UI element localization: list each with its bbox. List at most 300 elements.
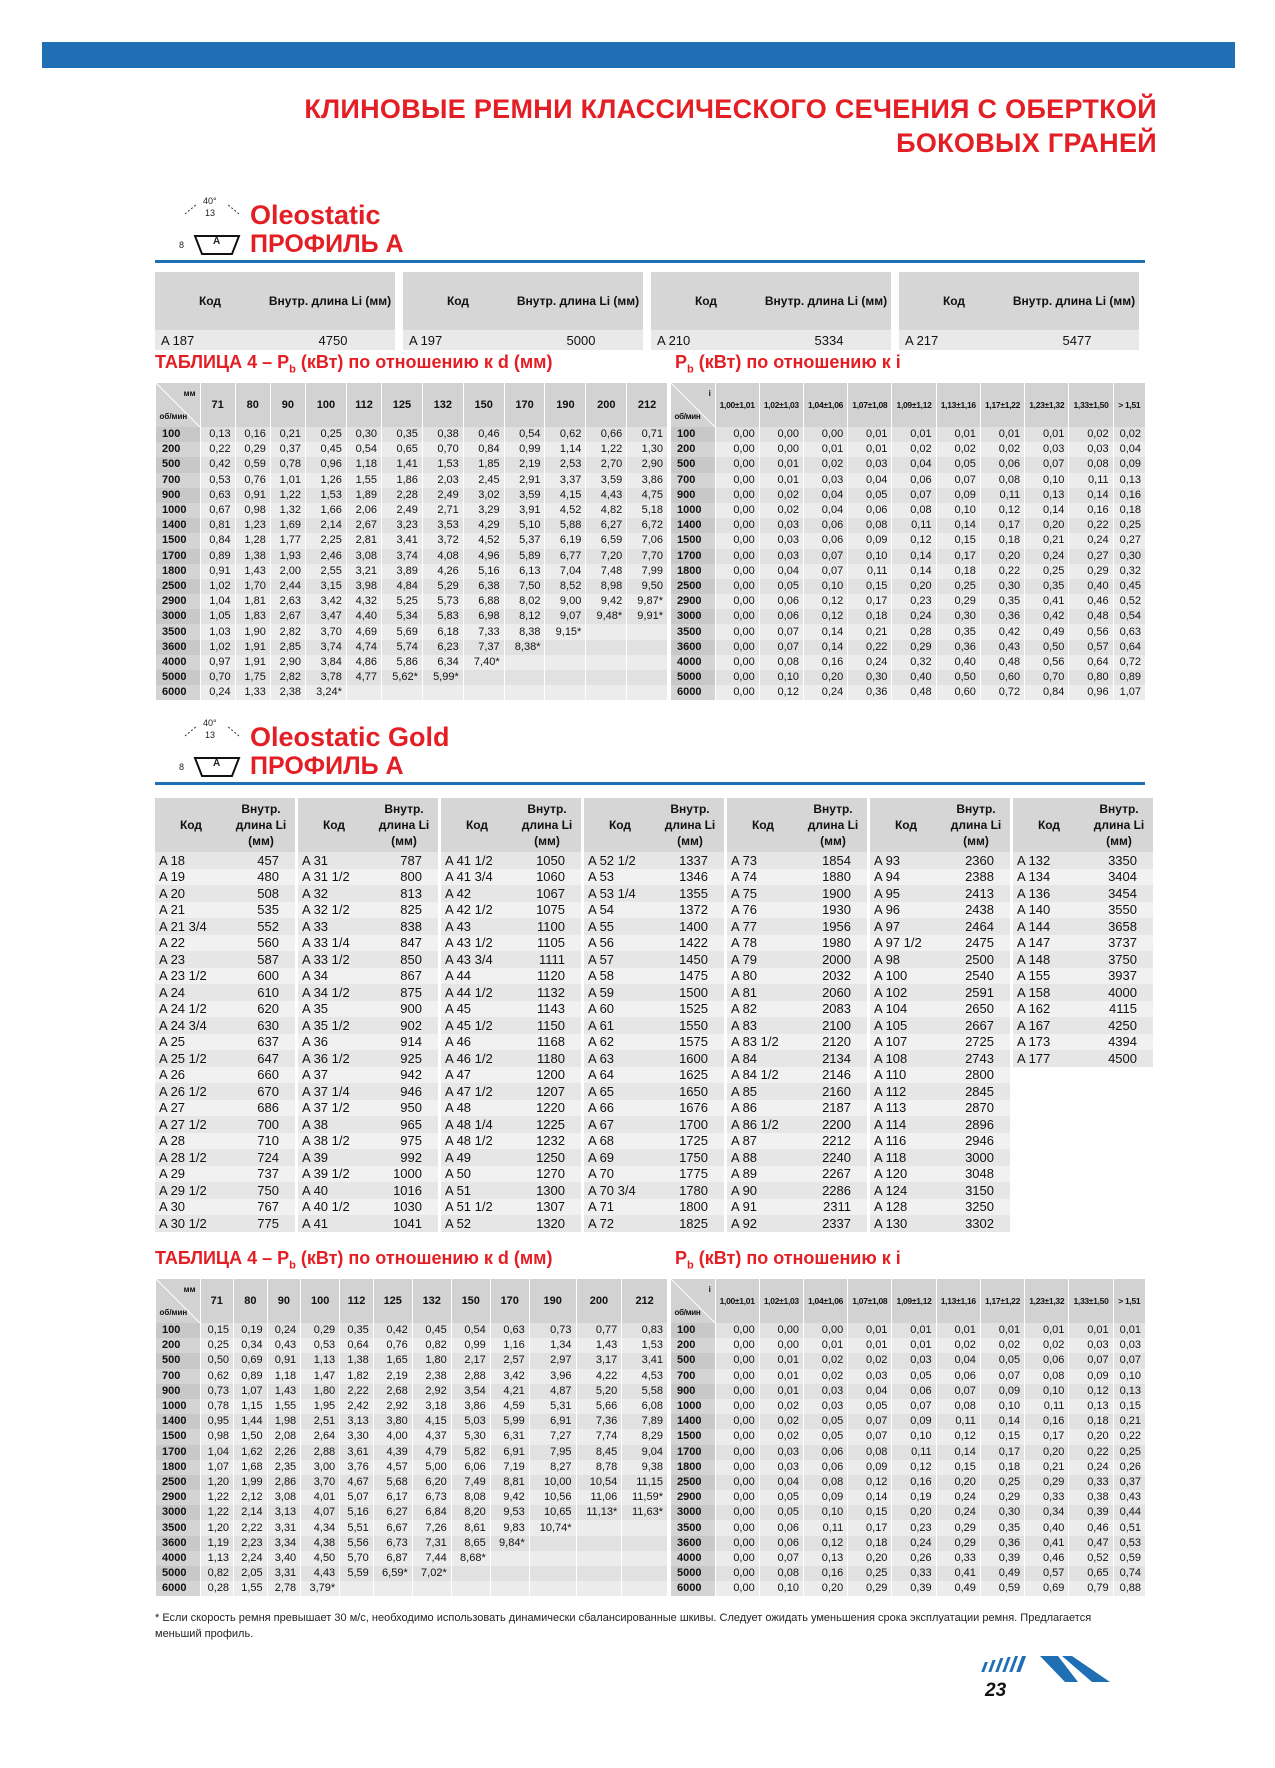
code-row: [870, 951, 1010, 968]
code-row: [441, 1149, 581, 1166]
code-row: [441, 951, 581, 968]
value-cell: 1,18: [346, 457, 381, 472]
value-cell: 0,08: [848, 1445, 892, 1460]
length-header: Внутр. длина Li (мм): [516, 293, 640, 308]
code-row: [441, 1001, 581, 1018]
column-header: 170: [504, 383, 545, 427]
value-cell: 0,63: [490, 1323, 529, 1338]
value-cell: 0,56: [1069, 624, 1113, 639]
code-header: Код: [942, 294, 966, 308]
value-cell: 0,06: [892, 473, 936, 488]
value-cell: 7,44: [412, 1551, 451, 1566]
value-cell: 0,25: [980, 1475, 1024, 1490]
value-cell: 0,40: [1069, 579, 1113, 594]
rpm-cell: 1700: [671, 1445, 716, 1460]
rpm-cell: 1000: [671, 503, 716, 518]
value-cell: 0,22: [980, 564, 1024, 579]
column-header: 1,23±1,32: [1025, 383, 1069, 427]
value-cell: 2,14: [234, 1505, 268, 1520]
rpm-cell: 3600: [156, 1536, 201, 1551]
value-cell: 0,01: [759, 1353, 803, 1368]
table-row: [156, 1581, 668, 1596]
table-row: [671, 609, 1146, 624]
value-cell: 0,25: [1025, 564, 1069, 579]
code-row: [899, 330, 1139, 350]
table-row: [671, 1566, 1146, 1581]
value-cell: 7,49: [451, 1475, 490, 1490]
profile-letter: A: [213, 236, 221, 247]
column-header: 1,07±1,08: [848, 1279, 892, 1323]
length-cell: 1900: [822, 885, 851, 901]
code-cell: A 46: [445, 1034, 472, 1050]
code-cell: A 86: [731, 1100, 758, 1116]
value-cell: [504, 685, 545, 700]
value-cell: 0,00: [803, 427, 847, 442]
value-cell: 1,23: [235, 518, 270, 533]
code-row: [298, 968, 438, 985]
length-cell: 942: [400, 1067, 422, 1083]
value-cell: 0,16: [892, 1475, 936, 1490]
value-cell: 3,23: [382, 518, 423, 533]
value-cell: 2,35: [267, 1460, 301, 1475]
value-cell: 11,63*: [622, 1505, 667, 1520]
table-row: [671, 1323, 1146, 1338]
code-row: [298, 1182, 438, 1199]
rpm-cell: 4000: [156, 655, 201, 670]
length-cell: 600: [257, 968, 279, 984]
value-cell: 8,81: [490, 1475, 529, 1490]
value-cell: 3,86: [451, 1399, 490, 1414]
length-cell: 1550: [679, 1017, 708, 1033]
value-cell: 0,00: [715, 640, 759, 655]
value-cell: 3,13: [340, 1414, 374, 1429]
column-header: 1,17±1,22: [980, 1279, 1024, 1323]
value-cell: 2,23: [234, 1536, 268, 1551]
value-cell: 6,73: [373, 1536, 412, 1551]
value-cell: 0,14: [848, 1490, 892, 1505]
value-cell: 0,70: [422, 442, 463, 457]
value-cell: [529, 1551, 576, 1566]
value-cell: 2,64: [301, 1429, 340, 1444]
column-header: 190: [545, 383, 586, 427]
code-cell: A 35 1/2: [302, 1017, 350, 1033]
value-cell: 0,49: [980, 1566, 1024, 1581]
value-cell: 0,36: [980, 1536, 1024, 1551]
code-cell: A 104: [874, 1001, 908, 1017]
value-cell: 0,22: [1113, 1429, 1145, 1444]
value-cell: 2,12: [234, 1490, 268, 1505]
value-cell: 0,25: [1113, 1445, 1145, 1460]
value-cell: 5,99*: [422, 670, 463, 685]
value-cell: 0,11: [892, 1445, 936, 1460]
length-cell: 2475: [965, 935, 994, 951]
top-width-label: 13: [205, 208, 216, 218]
length-cell: 3750: [1108, 951, 1137, 967]
value-cell: 1,95: [301, 1399, 340, 1414]
power-table-i-1: [670, 383, 1145, 700]
value-cell: 3,13: [267, 1505, 301, 1520]
length-cell: 2800: [965, 1067, 994, 1083]
length-cell: 1060: [536, 869, 565, 885]
length-cell: 2845: [965, 1083, 994, 1099]
rpm-cell: 1000: [156, 1399, 201, 1414]
value-cell: 0,20: [892, 1505, 936, 1520]
value-cell: 4,74: [346, 640, 381, 655]
length-cell: 1232: [536, 1133, 565, 1149]
value-cell: 0,00: [715, 1536, 759, 1551]
value-cell: 0,23: [892, 1520, 936, 1535]
value-cell: [451, 1566, 490, 1581]
code-header: Код: [198, 294, 222, 308]
value-cell: 0,06: [936, 1369, 980, 1384]
value-cell: 1,20: [200, 1475, 234, 1490]
length-cell: 1956: [822, 918, 851, 934]
code-row: [727, 1034, 867, 1051]
code-row: [1013, 852, 1153, 869]
value-cell: 0,00: [715, 1429, 759, 1444]
rpm-cell: 3600: [671, 640, 716, 655]
value-cell: 4,43: [586, 488, 627, 503]
code-row: [727, 1133, 867, 1150]
value-cell: 0,56: [1025, 655, 1069, 670]
value-cell: 0,01: [892, 427, 936, 442]
code-cell: A 80: [731, 968, 758, 984]
table-row: [156, 473, 668, 488]
rpm-cell: 1500: [156, 533, 201, 548]
value-cell: 1,99: [234, 1475, 268, 1490]
value-cell: 0,20: [1025, 1445, 1069, 1460]
length-cell: 2060: [822, 984, 851, 1000]
value-cell: 0,64: [1113, 640, 1145, 655]
value-cell: 5,58: [622, 1384, 667, 1399]
rpm-cell: 900: [156, 488, 201, 503]
value-cell: [586, 685, 627, 700]
value-cell: 4,82: [586, 503, 627, 518]
code-cell: A 98: [874, 951, 901, 967]
code-cell: A 23: [159, 951, 186, 967]
value-cell: 0,01: [803, 1338, 847, 1353]
rpm-cell: 2500: [671, 1475, 716, 1490]
value-cell: 0,21: [270, 427, 305, 442]
value-cell: 1,93: [270, 549, 305, 564]
value-cell: 3,42: [490, 1369, 529, 1384]
rpm-cell: 5000: [671, 1566, 716, 1581]
code-cell: A 39 1/2: [302, 1166, 350, 1182]
code-row: [1013, 1034, 1153, 1051]
code-row: [298, 984, 438, 1001]
value-cell: [627, 624, 667, 639]
code-cell: A 54: [588, 902, 615, 918]
value-cell: 0,78: [270, 457, 305, 472]
value-cell: [586, 624, 627, 639]
code-cell: A 86 1/2: [731, 1116, 779, 1132]
value-cell: 0,76: [235, 473, 270, 488]
value-cell: 0,18: [936, 564, 980, 579]
value-cell: 0,05: [936, 457, 980, 472]
value-cell: [504, 655, 545, 670]
value-cell: 0,25: [936, 579, 980, 594]
code-row: [584, 1182, 724, 1199]
length-cell: 5000: [566, 332, 596, 348]
value-cell: 7,27: [529, 1429, 576, 1444]
code-row: [155, 1050, 295, 1067]
value-cell: 0,15: [848, 579, 892, 594]
value-cell: 0,05: [759, 579, 803, 594]
value-cell: 0,01: [892, 1323, 936, 1338]
code-row: [870, 918, 1010, 935]
value-cell: 0,12: [803, 1536, 847, 1551]
value-cell: 5,62*: [382, 670, 423, 685]
value-cell: 0,42: [980, 624, 1024, 639]
value-cell: 1,70: [235, 579, 270, 594]
code-row: [727, 1083, 867, 1100]
code-row: [584, 1067, 724, 1084]
value-cell: 0,02: [803, 457, 847, 472]
value-cell: 0,01: [1025, 1323, 1069, 1338]
code-cell: A 37 1/4: [302, 1083, 350, 1099]
value-cell: 0,14: [936, 518, 980, 533]
header-row: [671, 383, 1146, 427]
value-cell: 3,00: [301, 1460, 340, 1475]
value-cell: 3,74: [306, 640, 347, 655]
value-cell: 0,35: [340, 1323, 374, 1338]
value-cell: 0,00: [715, 549, 759, 564]
value-cell: 0,78: [200, 1399, 234, 1414]
value-cell: 2,68: [373, 1384, 412, 1399]
length-cell: 2896: [965, 1116, 994, 1132]
value-cell: 9,83: [490, 1520, 529, 1535]
code-row: [584, 885, 724, 902]
value-cell: 0,00: [803, 1323, 847, 1338]
value-cell: 0,30: [346, 427, 381, 442]
value-cell: 1,53: [422, 457, 463, 472]
code-row: [155, 968, 295, 985]
code-cell: A 28 1/2: [159, 1149, 207, 1165]
value-cell: 0,60: [936, 685, 980, 700]
value-cell: 0,39: [1069, 1505, 1113, 1520]
value-cell: 0,02: [1113, 427, 1145, 442]
value-cell: 1,05: [200, 609, 235, 624]
code-row: [870, 984, 1010, 1001]
code-row: [1013, 951, 1153, 968]
table-row: [156, 1490, 668, 1505]
value-cell: 0,00: [715, 473, 759, 488]
value-cell: 2,67: [346, 518, 381, 533]
code-cell: A 187: [161, 332, 195, 348]
value-cell: 9,91*: [627, 609, 667, 624]
code-cell: A 173: [1017, 1034, 1051, 1050]
length-header: Внутр. длина Li (мм): [764, 293, 888, 308]
code-cell: A 77: [731, 918, 758, 934]
value-cell: 1,14: [545, 442, 586, 457]
code-cell: A 155: [1017, 968, 1051, 984]
value-cell: 0,09: [892, 1414, 936, 1429]
code-row: [155, 1100, 295, 1117]
length-header: Внутр. длина Li (мм): [235, 802, 287, 848]
value-cell: 3,59: [504, 488, 545, 503]
value-cell: 0,07: [892, 1399, 936, 1414]
value-cell: 4,87: [529, 1384, 576, 1399]
value-cell: 4,96: [463, 549, 504, 564]
code-cell: A 70: [588, 1166, 615, 1182]
value-cell: 0,20: [980, 549, 1024, 564]
code-row: [870, 1215, 1010, 1232]
length-cell: 1500: [679, 984, 708, 1000]
code-column-body: [441, 852, 581, 1232]
value-cell: 0,63: [1113, 624, 1145, 639]
column-header: 100: [301, 1279, 340, 1323]
code-row: [870, 968, 1010, 985]
code-row: [298, 885, 438, 902]
table-row: [156, 685, 668, 700]
table-row: [156, 1460, 668, 1475]
value-cell: 2,05: [234, 1566, 268, 1581]
code-cell: A 21 3/4: [159, 918, 207, 934]
column-header: 1,07±1,08: [848, 383, 892, 427]
value-cell: 8,78: [576, 1460, 622, 1475]
value-cell: 0,12: [803, 594, 847, 609]
value-cell: 1,75: [235, 670, 270, 685]
value-cell: 0,11: [848, 564, 892, 579]
rpm-cell: 900: [671, 488, 716, 503]
column-header: 112: [346, 383, 381, 427]
value-cell: 5,82: [451, 1445, 490, 1460]
value-cell: 0,03: [1113, 1338, 1145, 1353]
value-cell: 5,16: [340, 1505, 374, 1520]
value-cell: 3,17: [576, 1353, 622, 1368]
value-cell: 0,03: [803, 473, 847, 488]
value-cell: 0,40: [892, 670, 936, 685]
column-header: 1,00±1,01: [715, 1279, 759, 1323]
length-header: Внутр. длина Li (мм): [1012, 293, 1136, 308]
code-row: [298, 1116, 438, 1133]
value-cell: 2,70: [586, 457, 627, 472]
value-cell: 0,89: [234, 1369, 268, 1384]
value-cell: 0,10: [1025, 473, 1069, 488]
value-cell: 4,22: [576, 1369, 622, 1384]
rpm-cell: 100: [671, 427, 716, 442]
rpm-cell: 6000: [156, 685, 201, 700]
value-cell: 4,84: [382, 579, 423, 594]
value-cell: 5,89: [504, 549, 545, 564]
code-row: [155, 902, 295, 919]
value-cell: 0,09: [980, 1384, 1024, 1399]
code-row: [1013, 984, 1153, 1001]
value-cell: 7,37: [463, 640, 504, 655]
length-cell: 800: [400, 869, 422, 885]
value-cell: 0,20: [1069, 1429, 1113, 1444]
value-cell: 0,03: [803, 1384, 847, 1399]
length-cell: 1355: [679, 885, 708, 901]
code-row: [441, 984, 581, 1001]
value-cell: 0,04: [803, 488, 847, 503]
corner-cell: [671, 383, 716, 427]
value-cell: 0,89: [200, 549, 235, 564]
code-row: [403, 330, 643, 350]
value-cell: 0,45: [1113, 579, 1145, 594]
value-cell: 0,00: [715, 1505, 759, 1520]
length-cell: 670: [257, 1083, 279, 1099]
value-cell: 1,33: [235, 685, 270, 700]
value-cell: 5,00: [412, 1460, 451, 1475]
value-cell: 3,42: [306, 594, 347, 609]
code-cell: A 38: [302, 1116, 329, 1132]
table-row: [671, 473, 1146, 488]
length-cell: 2725: [965, 1034, 994, 1050]
value-cell: 0,00: [715, 1551, 759, 1566]
value-cell: 2,19: [504, 457, 545, 472]
value-cell: 0,00: [715, 1338, 759, 1353]
page-title-line2: БОКОВЫХ ГРАНЕЙ: [896, 128, 1157, 158]
corner-bottom-label: об/мин: [159, 412, 188, 421]
value-cell: 0,04: [759, 564, 803, 579]
value-cell: 7,99: [627, 564, 667, 579]
value-cell: 4,26: [422, 564, 463, 579]
length-cell: 552: [257, 918, 279, 934]
code-header: Код: [179, 818, 203, 832]
value-cell: 1,22: [200, 1505, 234, 1520]
code-header: Код: [751, 818, 775, 832]
value-cell: 3,41: [382, 533, 423, 548]
code-column: [1013, 798, 1153, 1232]
value-cell: 0,11: [1069, 473, 1113, 488]
value-cell: 3,31: [267, 1520, 301, 1535]
value-cell: 10,56: [529, 1490, 576, 1505]
code-row: [155, 1034, 295, 1051]
value-cell: 0,00: [715, 594, 759, 609]
value-cell: 0,16: [803, 1566, 847, 1581]
value-cell: 0,88: [1113, 1581, 1145, 1596]
code-row: [441, 1067, 581, 1084]
value-cell: 0,20: [936, 1475, 980, 1490]
value-cell: 2,28: [382, 488, 423, 503]
code-cell: A 52 1/2: [588, 852, 636, 868]
value-cell: 2,17: [451, 1353, 490, 1368]
code-row: [441, 1050, 581, 1067]
value-cell: 0,51: [1113, 1520, 1145, 1535]
value-cell: 6,34: [422, 655, 463, 670]
value-cell: 0,05: [759, 1490, 803, 1505]
code-row: [1013, 869, 1153, 886]
header-row: [671, 1279, 1146, 1323]
length-cell: 1980: [822, 935, 851, 951]
value-cell: 0,29: [936, 594, 980, 609]
code-cell: A 124: [874, 1182, 908, 1198]
rpm-cell: 4000: [156, 1551, 201, 1566]
value-cell: 0,07: [803, 549, 847, 564]
length-cell: 2212: [822, 1133, 851, 1149]
header-row: [156, 383, 668, 427]
column-header: 90: [270, 383, 305, 427]
length-cell: 1067: [536, 885, 565, 901]
length-cell: 2134: [822, 1050, 851, 1066]
code-cell: A 57: [588, 951, 615, 967]
code-row: [870, 1182, 1010, 1199]
table-row: [671, 685, 1146, 700]
length-cell: 3404: [1108, 869, 1137, 885]
value-cell: 0,00: [715, 564, 759, 579]
value-cell: 3,24*: [306, 685, 347, 700]
value-cell: 0,62: [545, 427, 586, 442]
value-cell: 6,98: [463, 609, 504, 624]
value-cell: [545, 670, 586, 685]
code-cell: A 82: [731, 1001, 758, 1017]
value-cell: 0,35: [980, 1520, 1024, 1535]
value-cell: 0,65: [1069, 1566, 1113, 1581]
value-cell: 1,02: [200, 579, 235, 594]
value-cell: 0,07: [1069, 1353, 1113, 1368]
table-row: [671, 488, 1146, 503]
